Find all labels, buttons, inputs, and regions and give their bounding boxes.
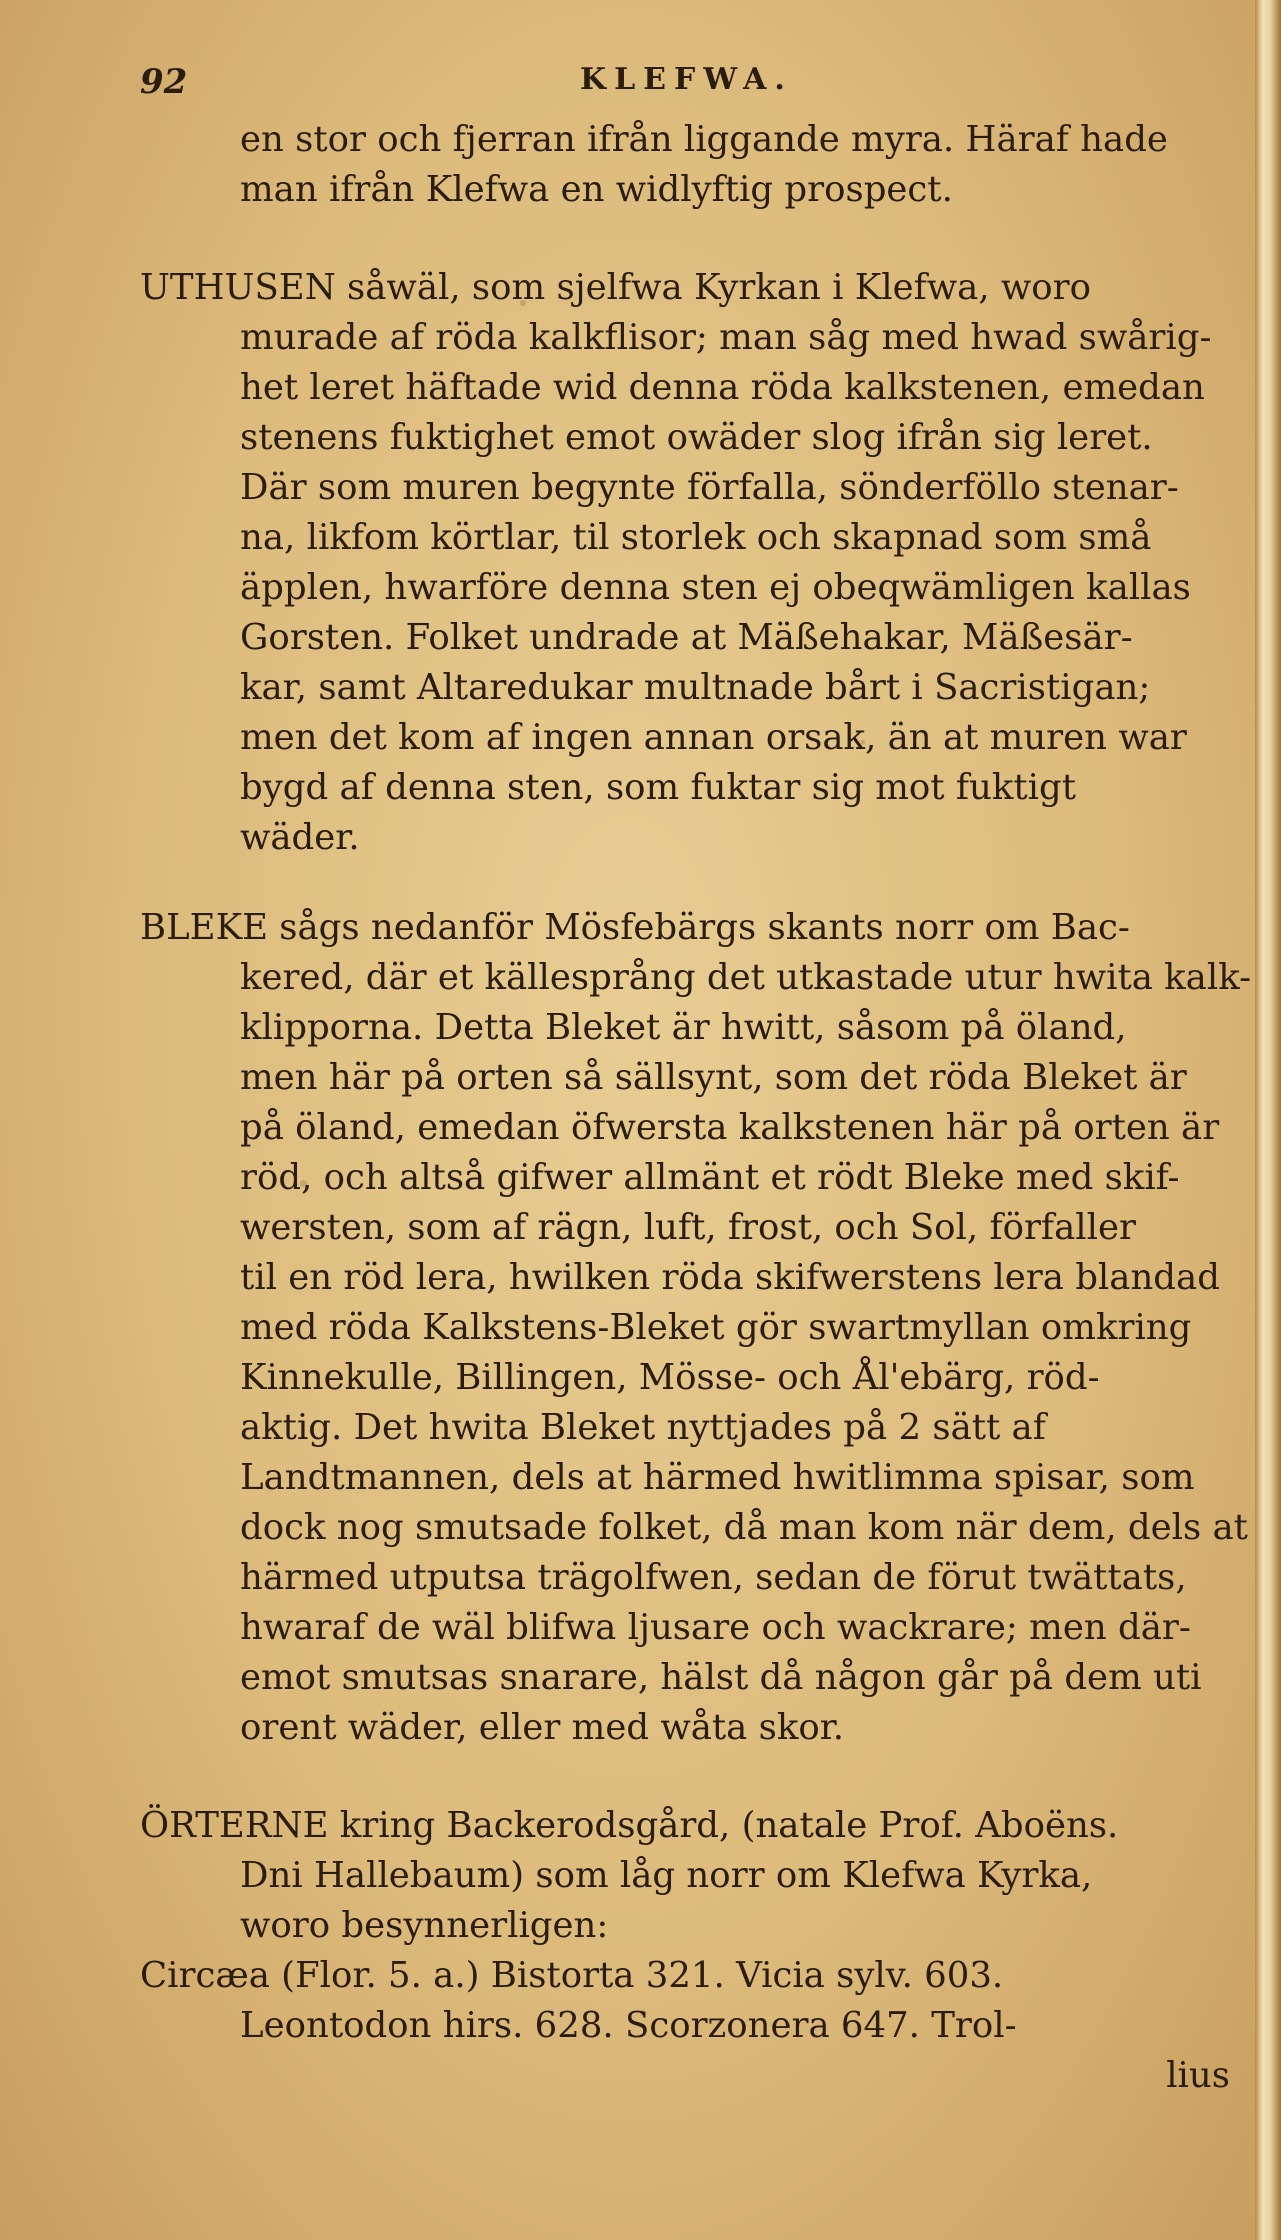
text-line: Kinnekulle, Billingen, Mösse- och Ål'ebärg, röd- bbox=[240, 1357, 1100, 1398]
text-line: til en röd lera, hwilken röda skifwerstens lera blandad bbox=[240, 1257, 1220, 1298]
text-line: aktig. Det hwita Bleket nyttjades på 2 sätt af bbox=[240, 1407, 1046, 1448]
text-line: dock nog smutsade folket, då man kom när dem, dels at bbox=[240, 1507, 1248, 1548]
text-line: het leret häftade wid denna röda kalkstenen, emedan bbox=[240, 367, 1205, 408]
page-number: 92 bbox=[140, 62, 188, 102]
paragraph-gap bbox=[140, 863, 1230, 903]
text-line: wäder. bbox=[240, 817, 360, 858]
text-line-plant-list: Circæa (Flor. 5. a.) Bistorta 321. Vicia sylv. 603. bbox=[140, 1955, 1004, 1996]
text-line: Där som muren begynte förfalla, sönderföllo stenar- bbox=[240, 467, 1179, 508]
page-header bbox=[130, 48, 1195, 108]
text-line: med röda Kalkstens-Bleket gör swartmyllan omkring bbox=[240, 1307, 1192, 1348]
text-line: röd, och altså gifwer allmänt et rödt Bleke med skif- bbox=[240, 1157, 1180, 1198]
text-line: härmed utputsa trägolfwen, sedan de förut twättats, bbox=[240, 1557, 1187, 1598]
text-line-orterne: ÖRTERNE kring Backerodsgård, (natale Prof. Aboëns. bbox=[140, 1805, 1119, 1846]
text-line: na, likfom körtlar, til storlek och skapnad som små bbox=[240, 517, 1152, 558]
text-line: bygd af denna sten, som fuktar sig mot fuktigt bbox=[240, 767, 1076, 808]
running-head: KLEFWA. bbox=[580, 62, 793, 97]
paragraph-gap bbox=[140, 1753, 1230, 1801]
text-line-catchword: lius bbox=[1166, 2055, 1230, 2096]
text-line: wersten, som af rägn, luft, frost, och Sol, förfaller bbox=[240, 1207, 1136, 1248]
text-line: på öland, emedan öfwersta kalkstenen här på orten är bbox=[240, 1107, 1220, 1148]
text-line: men här på orten så sällsynt, som det röda Bleket är bbox=[240, 1057, 1187, 1098]
text-line: Dni Hallebaum) som låg norr om Klefwa Kyrka, bbox=[240, 1855, 1093, 1896]
text-line: klipporna. Detta Bleket är hwitt, såsom på öland, bbox=[240, 1007, 1127, 1048]
text-line: hwaraf de wäl blifwa ljusare och wackrare; men där- bbox=[240, 1607, 1191, 1648]
text-line: murade af röda kalkflisor; man såg med hwad swårig- bbox=[240, 317, 1212, 358]
text-line: kered, där et källesprång det utkastade utur hwita kalk- bbox=[240, 957, 1252, 998]
text-line: stenens fuktighet emot owäder slog ifrån sig leret. bbox=[240, 417, 1153, 458]
text-line: man ifrån Klefwa en widlyftig prospect. bbox=[240, 169, 953, 210]
page-body bbox=[140, 115, 1252, 2101]
text-line-bleke: BLEKE sågs nedanför Mösfebärgs skants norr om Bac- bbox=[140, 907, 1130, 948]
text-line: Gorsten. Folket undrade at Mäßehakar, Mäßesär- bbox=[240, 617, 1133, 658]
paragraph-gap bbox=[140, 215, 1230, 263]
text-line: en stor och fjerran ifrån liggande myra. Häraf hade bbox=[240, 119, 1168, 160]
text-line: kar, samt Altaredukar multnade bårt i Sacristigan; bbox=[240, 667, 1151, 708]
text-line: woro besynnerligen: bbox=[240, 1905, 609, 1946]
text-line: äpplen, hwarföre denna sten ej obeqwämligen kallas bbox=[240, 567, 1191, 608]
text-line: men det kom af ingen annan orsak, än at muren war bbox=[240, 717, 1187, 758]
text-line-uthusen: UTHUSEN såwäl, som sjelfwa Kyrkan i Klefwa, woro bbox=[140, 267, 1091, 308]
text-line: Landtmannen, dels at härmed hwitlimma spisar, som bbox=[240, 1457, 1195, 1498]
text-line: orent wäder, eller med wåta skor. bbox=[240, 1707, 845, 1748]
book-page-edge bbox=[1255, 0, 1281, 2240]
text-line-plant-list: Leontodon hirs. 628. Scorzonera 647. Trol- bbox=[240, 2005, 1017, 2046]
text-line: emot smutsas snarare, hälst då någon går på dem uti bbox=[240, 1657, 1202, 1698]
